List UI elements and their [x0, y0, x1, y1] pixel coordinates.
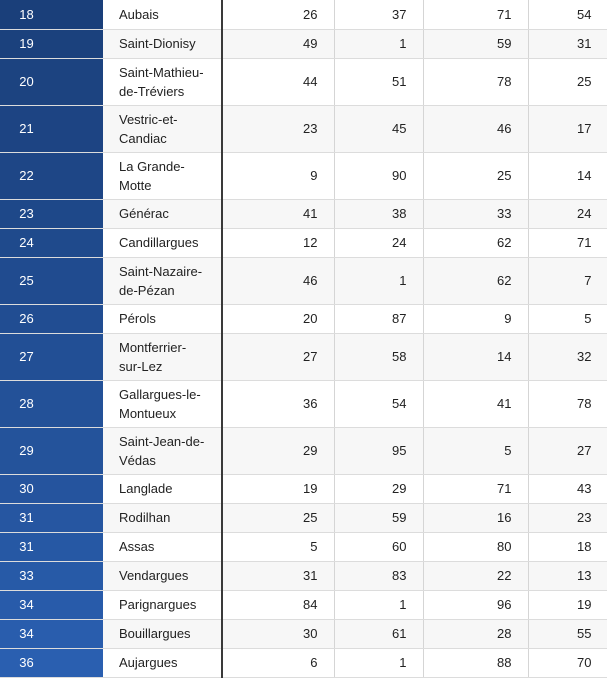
value-cell-1: 29: [222, 427, 334, 474]
value-cell-4: 54: [528, 0, 607, 29]
value-cell-3: 5: [423, 427, 528, 474]
value-cell-2: 87: [334, 304, 423, 333]
value-cell-3: 9: [423, 304, 528, 333]
value-cell-1: 26: [222, 0, 334, 29]
value-cell-2: 29: [334, 474, 423, 503]
rank-cell: 24: [0, 228, 103, 257]
value-cell-2: 59: [334, 503, 423, 532]
table-row: [0, 152, 607, 199]
commune-name-cell: Vestric-et- Candiac: [103, 105, 222, 152]
value-cell-2: 1: [334, 648, 423, 677]
value-cell-3: 14: [423, 333, 528, 380]
commune-name-cell: Aubais: [103, 0, 222, 29]
rank-cell: 25: [0, 257, 103, 304]
value-cell-3: 46: [423, 105, 528, 152]
value-cell-4: 25: [528, 58, 607, 105]
value-cell-4: 78: [528, 380, 607, 427]
value-cell-1: 44: [222, 58, 334, 105]
value-cell-4: 71: [528, 228, 607, 257]
rank-cell: 23: [0, 199, 103, 228]
value-cell-3: 96: [423, 590, 528, 619]
rank-cell: 27: [0, 333, 103, 380]
value-cell-1: 9: [222, 152, 334, 199]
rank-cell: 22: [0, 152, 103, 199]
commune-name-cell: Saint-Dionisy: [103, 29, 222, 58]
commune-name-cell: Langlade: [103, 474, 222, 503]
value-cell-4: 14: [528, 152, 607, 199]
table-row: [0, 532, 607, 561]
value-cell-2: 83: [334, 561, 423, 590]
value-cell-2: 45: [334, 105, 423, 152]
value-cell-4: 5: [528, 304, 607, 333]
value-cell-3: 71: [423, 474, 528, 503]
table-row: [0, 590, 607, 619]
value-cell-3: 59: [423, 29, 528, 58]
value-cell-1: 41: [222, 199, 334, 228]
value-cell-2: 60: [334, 532, 423, 561]
value-cell-1: 12: [222, 228, 334, 257]
commune-name-cell: Saint-Nazaire- de-Pézan: [103, 257, 222, 304]
value-cell-2: 54: [334, 380, 423, 427]
table-row: [0, 304, 607, 333]
rank-cell: 20: [0, 58, 103, 105]
table-row: [0, 648, 607, 677]
value-cell-2: 61: [334, 619, 423, 648]
value-cell-2: 1: [334, 257, 423, 304]
value-cell-2: 90: [334, 152, 423, 199]
commune-name-cell: Aujargues: [103, 648, 222, 677]
table-row: [0, 0, 607, 29]
commune-name-cell: Gallargues-le- Montueux: [103, 380, 222, 427]
table-row: [0, 228, 607, 257]
value-cell-4: 18: [528, 532, 607, 561]
value-cell-3: 25: [423, 152, 528, 199]
commune-name-cell: Bouillargues: [103, 619, 222, 648]
value-cell-3: 41: [423, 380, 528, 427]
value-cell-2: 38: [334, 199, 423, 228]
table-row: [0, 29, 607, 58]
commune-name-cell: Générac: [103, 199, 222, 228]
rank-cell: 18: [0, 0, 103, 29]
value-cell-3: 33: [423, 199, 528, 228]
table-row: [0, 474, 607, 503]
value-cell-4: 27: [528, 427, 607, 474]
value-cell-4: 24: [528, 199, 607, 228]
table-row: [0, 503, 607, 532]
value-cell-4: 32: [528, 333, 607, 380]
value-cell-1: 30: [222, 619, 334, 648]
value-cell-2: 58: [334, 333, 423, 380]
value-cell-1: 31: [222, 561, 334, 590]
value-cell-1: 5: [222, 532, 334, 561]
value-cell-4: 31: [528, 29, 607, 58]
rank-cell: 31: [0, 503, 103, 532]
commune-name-cell: Rodilhan: [103, 503, 222, 532]
rank-cell: 28: [0, 380, 103, 427]
commune-name-cell: Vendargues: [103, 561, 222, 590]
rank-cell: 21: [0, 105, 103, 152]
commune-name-cell: Saint-Jean-de- Védas: [103, 427, 222, 474]
value-cell-2: 95: [334, 427, 423, 474]
rank-cell: 34: [0, 619, 103, 648]
value-cell-1: 46: [222, 257, 334, 304]
value-cell-1: 20: [222, 304, 334, 333]
commune-name-cell: Montferrier- sur-Lez: [103, 333, 222, 380]
value-cell-3: 28: [423, 619, 528, 648]
value-cell-1: 49: [222, 29, 334, 58]
rank-cell: 36: [0, 648, 103, 677]
value-cell-4: 13: [528, 561, 607, 590]
value-cell-3: 16: [423, 503, 528, 532]
table-row: [0, 427, 607, 474]
value-cell-1: 36: [222, 380, 334, 427]
table-row: [0, 333, 607, 380]
table-row: [0, 257, 607, 304]
commune-name-cell: Saint-Mathieu- de-Tréviers: [103, 58, 222, 105]
value-cell-1: 6: [222, 648, 334, 677]
table-row: [0, 105, 607, 152]
commune-name-cell: Parignargues: [103, 590, 222, 619]
value-cell-3: 88: [423, 648, 528, 677]
value-cell-3: 78: [423, 58, 528, 105]
value-cell-2: 51: [334, 58, 423, 105]
rank-cell: 29: [0, 427, 103, 474]
value-cell-2: 1: [334, 29, 423, 58]
rank-cell: 19: [0, 29, 103, 58]
value-cell-4: 7: [528, 257, 607, 304]
value-cell-4: 43: [528, 474, 607, 503]
commune-name-cell: La Grande- Motte: [103, 152, 222, 199]
value-cell-1: 27: [222, 333, 334, 380]
value-cell-3: 22: [423, 561, 528, 590]
value-cell-3: 80: [423, 532, 528, 561]
value-cell-4: 17: [528, 105, 607, 152]
rank-cell: 30: [0, 474, 103, 503]
rank-cell: 34: [0, 590, 103, 619]
value-cell-4: 23: [528, 503, 607, 532]
value-cell-3: 62: [423, 257, 528, 304]
commune-name-cell: Pérols: [103, 304, 222, 333]
table-row: [0, 380, 607, 427]
rank-cell: 31: [0, 532, 103, 561]
table-row: [0, 199, 607, 228]
value-cell-2: 37: [334, 0, 423, 29]
commune-name-cell: Assas: [103, 532, 222, 561]
value-cell-1: 23: [222, 105, 334, 152]
value-cell-4: 70: [528, 648, 607, 677]
table-row: [0, 561, 607, 590]
value-cell-4: 55: [528, 619, 607, 648]
table-row: [0, 58, 607, 105]
commune-name-cell: Candillargues: [103, 228, 222, 257]
value-cell-1: 19: [222, 474, 334, 503]
rank-cell: 33: [0, 561, 103, 590]
value-cell-1: 25: [222, 503, 334, 532]
rank-cell: 26: [0, 304, 103, 333]
table-row: [0, 619, 607, 648]
value-cell-2: 24: [334, 228, 423, 257]
value-cell-1: 84: [222, 590, 334, 619]
value-cell-4: 19: [528, 590, 607, 619]
value-cell-2: 1: [334, 590, 423, 619]
value-cell-3: 71: [423, 0, 528, 29]
value-cell-3: 62: [423, 228, 528, 257]
